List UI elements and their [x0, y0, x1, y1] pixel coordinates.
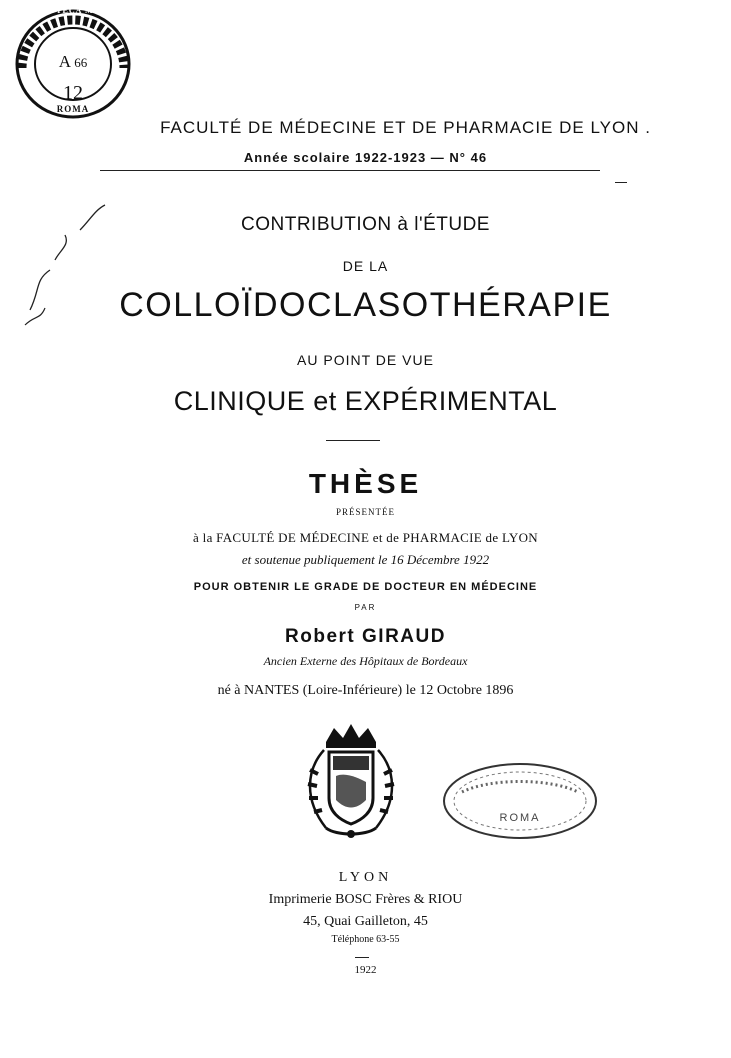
- school-year: Année scolaire 1922-1923 — N° 46: [243, 150, 488, 165]
- thesis-presented: PRÉSENTÉE: [335, 507, 395, 517]
- header-rule: [100, 170, 600, 171]
- imprint-year: 1922: [354, 964, 377, 976]
- stamp-city: ROMA: [56, 104, 90, 114]
- bottom-library-stamp: [440, 760, 600, 842]
- stamp-shelf-letter: A 66: [58, 52, 88, 71]
- imprint-city: LYON: [338, 870, 393, 885]
- title-line-point-de-vue: AU POINT DE VUE: [297, 352, 434, 368]
- title-line-clinique: CLINIQUE et EXPÉRIMENTAL: [173, 386, 558, 416]
- bottom-stamp-text: ROMA: [499, 812, 541, 824]
- author-birth: né à NANTES (Loire-Inférieure) le 12 Octobre 1896: [217, 683, 514, 698]
- imprint-printer: Imprimerie BOSC Frères & RIOU: [268, 892, 463, 907]
- imprint-rule: [355, 957, 369, 958]
- title-rule: [326, 440, 380, 441]
- title-line-contribution: CONTRIBUTION à l'ÉTUDE: [241, 214, 490, 235]
- thesis-heading: THÈSE: [308, 468, 423, 499]
- stamp-item-number: 12: [63, 82, 83, 104]
- imprint-address: 45, Quai Gailleton, 45: [303, 914, 428, 929]
- header-rule-short: [615, 182, 627, 183]
- main-title: COLLOÏDOCLASOTHÉRAPIE: [119, 286, 612, 324]
- library-stamp: [14, 8, 132, 120]
- bottom-stamp-ring: [440, 760, 600, 842]
- thesis-faculty-line: à la FACULTÉ DE MÉDECINE et de PHARMACIE de LYON: [193, 530, 538, 545]
- author-name: Robert GIRAUD: [285, 626, 446, 647]
- coat-of-arms-emblem: [296, 720, 406, 850]
- thesis-defended-date: et soutenue publiquement le 16 Décembre 1922: [241, 552, 490, 567]
- faculty-header: FACULTÉ DE MÉDECINE ET DE PHARMACIE DE LYON .: [160, 118, 651, 137]
- author-title: Ancien Externe des Hôpitaux de Bordeaux: [263, 654, 468, 668]
- imprint-telephone: Téléphone 63-55: [331, 934, 400, 945]
- stamp-ring-text: BIBLIOTECA MEDICA: [21, 6, 125, 15]
- title-line-de-la: DE LA: [342, 258, 389, 274]
- thesis-by: PAR: [354, 603, 377, 612]
- thesis-purpose: POUR OBTENIR LE GRADE DE DOCTEUR EN MÉDECINE: [193, 581, 538, 593]
